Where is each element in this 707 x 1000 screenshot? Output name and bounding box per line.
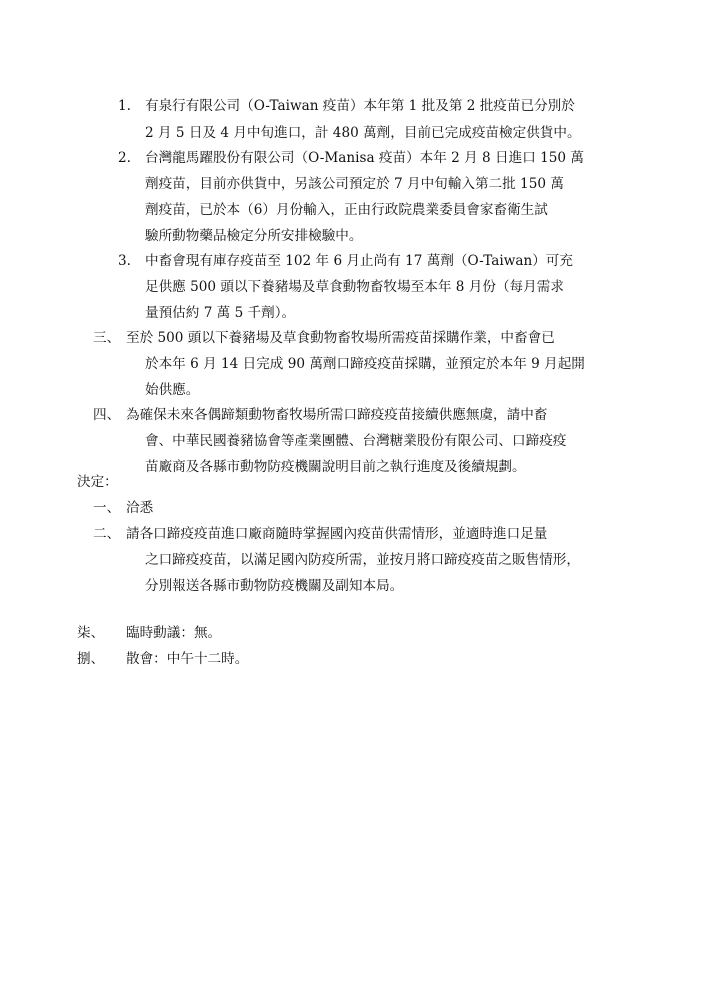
decision-item-line: 請各口蹄疫疫苗進口廠商隨時掌握國內疫苗供需情形，並適時進口足量 (126, 526, 548, 542)
sub-item-line: 量預估約 7 萬 5 千劑）。 (145, 305, 296, 321)
agenda-marker: 捌、 (77, 651, 105, 667)
sub-item-number: 3. (118, 253, 131, 269)
item-line: 為確保未來各偶蹄類動物畜牧場所需口蹄疫疫苗接續供應無虞，請中畜 (126, 407, 548, 423)
decision-heading: 決定： (77, 474, 118, 490)
sub-item-line: 有泉行有限公司（O-Taiwan 疫苗）本年第 1 批及第 2 批疫苗已分別於 (145, 98, 575, 114)
sub-item-number: 2. (118, 150, 131, 166)
decision-item-line: 洽悉 (126, 500, 154, 516)
agenda-text: 臨時動議：無。 (126, 625, 222, 641)
decision-item-line: 之口蹄疫疫苗，以滿足國內防疫所需，並按月將口蹄疫疫苗之販售情形， (145, 552, 580, 568)
item-marker: 三、 (93, 330, 121, 346)
item-line: 會、中華民國養豬協會等產業團體、台灣糖業股份有限公司、口蹄疫疫 (145, 433, 567, 449)
item-marker: 四、 (93, 407, 121, 423)
item-line: 苗廠商及各縣市動物防疫機關說明目前之執行進度及後續規劃。 (145, 459, 526, 475)
sub-item-number: 1. (118, 98, 131, 114)
item-line: 始供應。 (145, 382, 200, 398)
sub-item-line: 足供應 500 頭以下養豬場及草食動物畜牧場至本年 8 月份（每月需求 (145, 279, 564, 295)
sub-item-line: 劑疫苗，目前亦供貨中，另該公司預定於 7 月中旬輸入第二批 150 萬 (145, 176, 564, 192)
agenda-marker: 柒、 (77, 625, 105, 641)
agenda-text: 散會：中午十二時。 (126, 651, 249, 667)
sub-item-line: 中畜會現有庫存疫苗至 102 年 6 月止尚有 17 萬劑（O-Taiwan）可充 (145, 253, 573, 269)
item-line: 於本年 6 月 14 日完成 90 萬劑口蹄疫疫苗採購，並預定於本年 9 月起開 (145, 356, 585, 372)
decision-item-marker: 一、 (93, 500, 121, 516)
sub-item-line: 驗所動物藥品檢定分所安排檢驗中。 (145, 228, 363, 244)
sub-item-line: 台灣龍馬躍股份有限公司（O-Manisa 疫苗）本年 2 月 8 日進口 150 萬 (145, 150, 584, 166)
decision-item-marker: 二、 (93, 526, 121, 542)
sub-item-line: 劑疫苗，已於本（6）月份輸入，正由行政院農業委員會家畜衛生試 (145, 202, 548, 218)
item-line: 至於 500 頭以下養豬場及草食動物畜牧場所需疫苗採購作業，中畜會已 (126, 330, 555, 346)
sub-item-line: 2 月 5 日及 4 月中旬進口，計 480 萬劑，目前已完成疫苗檢定供貨中。 (145, 125, 581, 141)
decision-item-line: 分別報送各縣市動物防疫機關及副知本局。 (145, 578, 404, 594)
